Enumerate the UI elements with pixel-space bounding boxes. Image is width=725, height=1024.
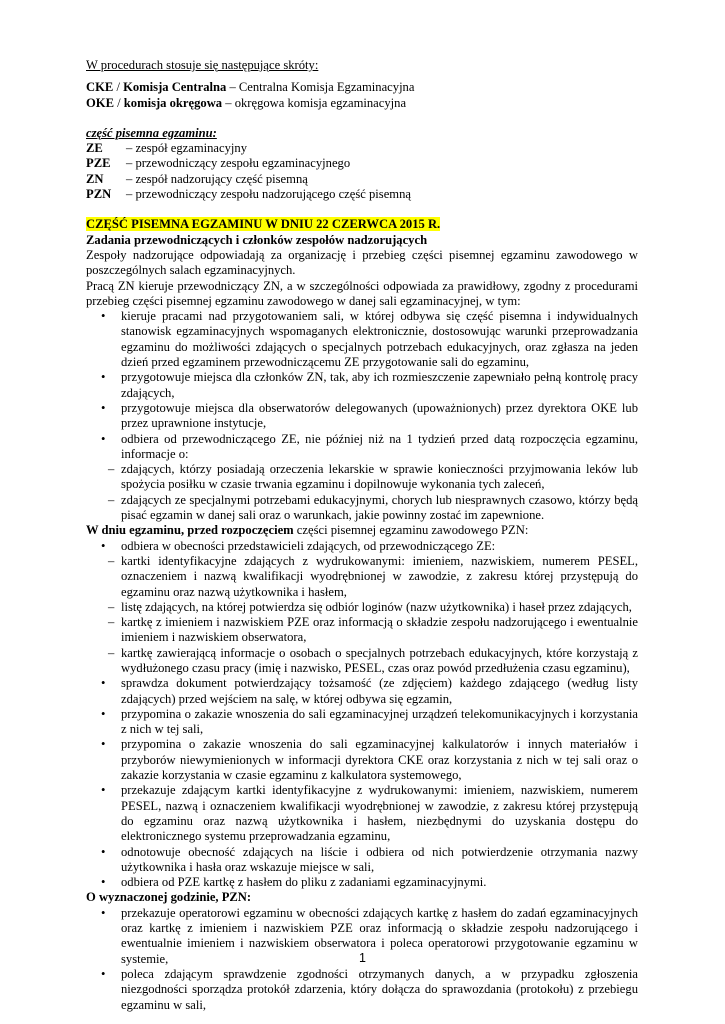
abbr-desc: – okręgowa komisja egzaminacyjna — [225, 95, 407, 110]
list-item: • przygotowuje miejsca dla członków ZN, tak, aby ich rozmieszczenie zapewniało pełną kontrolę pracy zdających, — [86, 370, 638, 401]
list-item: • poleca zdającym sprawdzenie zgodności otrzymanych danych, a w przypadku zgłoszenia niezgodności sporządza protokół zdarzenia, który dołącza do sprawozdania (protokołu) z przebiegu egzaminu w sali, — [86, 967, 638, 1013]
section-title: CZĘŚĆ PISEMNA EGZAMINU W DNIU 22 CZERWCA 2015 R. — [86, 217, 441, 232]
exam-day-list-continued — [86, 676, 638, 890]
tasks-heading: Zadania przewodniczących i członków zespołów nadzorujących — [86, 232, 428, 247]
abbr-zn: ZN – zespół nadzorujący część pisemną — [86, 171, 308, 186]
time-heading: O wyznaczonej godzinie, PZN: — [86, 890, 252, 905]
list-item: • odbiera od przewodniczącego ZE, nie później niż na 1 tydzień przed datą rozpoczęcia egzaminu, informacje o: — [86, 432, 638, 463]
paragraph-1: Zespoły nadzorujące odpowiadają za organizację i przebieg części pisemnej egzaminu zawodowego w poszczególnych salach egzaminacyjnych. — [86, 247, 638, 278]
list-item: – listę zdających, na której potwierdza się odbiór loginów (nazw użytkownika) i haseł przez zdających, — [86, 600, 638, 615]
list-item: – kartki identyfikacyjne zdających z wydrukowanymi: imieniem, nazwiskiem, numerem PESEL, oznaczeniem i nazwą kwalifikacji wyodrębnionej w zawodzie, z zakresu której przystępują do egzaminu oraz nazwą użytkownika i hasłem, — [86, 554, 638, 600]
paragraph-2: Pracą ZN kieruje przewodniczący ZN, a w szczególności odpowiada za prawidłowy, zgodny z procedurami przebieg części pisemnej egzaminu zawodowego w danej sali egzaminacyjnej, w tym: — [86, 278, 638, 308]
list-item: • przekazuje zdającym kartki identyfikacyjne z wydrukowanymi: imieniem, nazwiskiem, numerem PESEL, nazwą i oznaczeniem kwalifikacji wyodrębnionej w zawodzie, z zakresu której przystępują do egzaminu oraz nazwą użytkownika i hasłem, niezbędnymi do uzyskania dostępu do elektronicznego systemu przeprowadzania egzaminu, — [86, 783, 638, 844]
info-sublist — [86, 462, 638, 523]
intro-line: W procedurach stosuje się następujące skróty: — [86, 58, 319, 72]
exam-day-list — [86, 539, 638, 554]
list-item: • przypomina o zakazie wnoszenia do sali egzaminacyjnej kalkulatorów i innych materiałów i przyborów niewymienionych w informacji dyrektora CKE oraz korzystania z nich w tej sali oraz o zakazie korzystania w czasie egzaminu z kalkulatora systemowego, — [86, 737, 638, 783]
list-item: – kartkę zawierającą informacje o osobach o specjalnych potrzebach edukacyjnych, które korzystają z wydłużonego czasu pracy (imię i nazwisko, PESEL, czas oraz powód przedłużenia czasu egzaminu), — [86, 646, 638, 677]
list-item: – zdających ze specjalnymi potrzebami edukacyjnymi, chorych lub niesprawnych czasowo, którzy będą pisać egzamin w danej sali oraz o warunkach, jakie powinny zostać im zapewnione. — [86, 493, 638, 524]
received-items-sublist — [86, 554, 638, 676]
abbr-code: CKE — [86, 80, 114, 95]
list-item: • kieruje pracami nad przygotowaniem sali, w której odbywa się część pisemna i indywidualnych stanowisk egzaminacyjnych wspomaganych elektronicznie, dostosowując warunki przeprowadzania egzaminu do możliwości zdających o specjalnych potrzebach edukacyjnych, oraz zgłasza na jeden dzień przed egzaminem przewodniczącemu ZE przygotowanie sali do egzaminu, — [86, 309, 638, 370]
list-item: • odnotowuje obecność zdających na liście i odbiera od nich potwierdzenie otrzymania nazwy użytkownika i hasła oraz wskazuje miejsce w sali, — [86, 845, 638, 876]
abbr-ze: ZE – zespół egzaminacyjny — [86, 141, 247, 156]
abbr-desc: – Centralna Komisja Egzaminacyjna — [229, 80, 415, 95]
list-item: • odbiera od PZE kartkę z hasłem do pliku z zadaniami egzaminacyjnymi. — [86, 875, 638, 890]
list-item: • przygotowuje miejsca dla obserwatorów delegowanych (upoważnionych) przez dyrektora OKE lub przez uprawnione instytucje, — [86, 401, 638, 432]
duties-list — [86, 309, 638, 462]
list-item: – zdających, którzy posiadają orzeczenia lekarskie w sprawie konieczności przyjmowania leków lub spożycia posiłku w czasie trwania egzaminu i dopilnowuje wykonania tych zaleceń, — [86, 462, 638, 493]
written-heading: część pisemna egzaminu: — [86, 125, 217, 140]
list-item: • odbiera w obecności przedstawicieli zdających, od przewodniczącego ZE: — [86, 539, 638, 554]
abbr-name: Komisja Centralna — [123, 80, 227, 95]
document-page — [86, 58, 638, 1013]
list-item: • przypomina o zakazie wnoszenia do sali egzaminacyjnej urządzeń telekomunikacyjnych i korzystania z nich w tej sali, — [86, 707, 638, 738]
abbr-pze: PZE – przewodniczący zespołu egzaminacyjnego — [86, 156, 351, 171]
abbr-oke: OKE / komisja okręgowa – okręgowa komisja egzaminacyjna — [86, 95, 407, 110]
list-item: – kartkę z imieniem i nazwiskiem PZE oraz informacją o składzie zespołu nadzorującego i ewentualnie imieniem i nazwiskiem obserwatora, — [86, 615, 638, 646]
abbr-code: OKE — [86, 95, 114, 110]
list-item: • sprawdza dokument potwierdzający tożsamość (ze zdjęciem) każdego zdającego (według listy zdających) przed wejściem na salę, w której odbywa się egzamin, — [86, 676, 638, 707]
exam-day-heading: W dniu egzaminu, przed rozpoczęciem części pisemnej egzaminu zawodowego PZN: — [86, 523, 529, 538]
list-item: • przekazuje operatorowi egzaminu w obecności zdających kartkę z hasłem do zadań egzaminacyjnych oraz kartkę z imieniem i nazwiskiem PZE oraz informacją o składzie zespołu nadzorującego i ewentualnie imieniem i nazwiskiem obserwatora i poleca operatorowi przygotowanie egzaminu w systemie, — [86, 906, 638, 967]
page-number: 1 — [359, 951, 366, 965]
abbr-pzn: PZN – przewodniczący zespołu nadzorującego część pisemną — [86, 187, 411, 202]
abbr-name: komisja okręgowa — [123, 95, 223, 110]
abbr-cke: CKE / Komisja Centralna – Centralna Komisja Egzaminacyjna — [86, 80, 415, 95]
